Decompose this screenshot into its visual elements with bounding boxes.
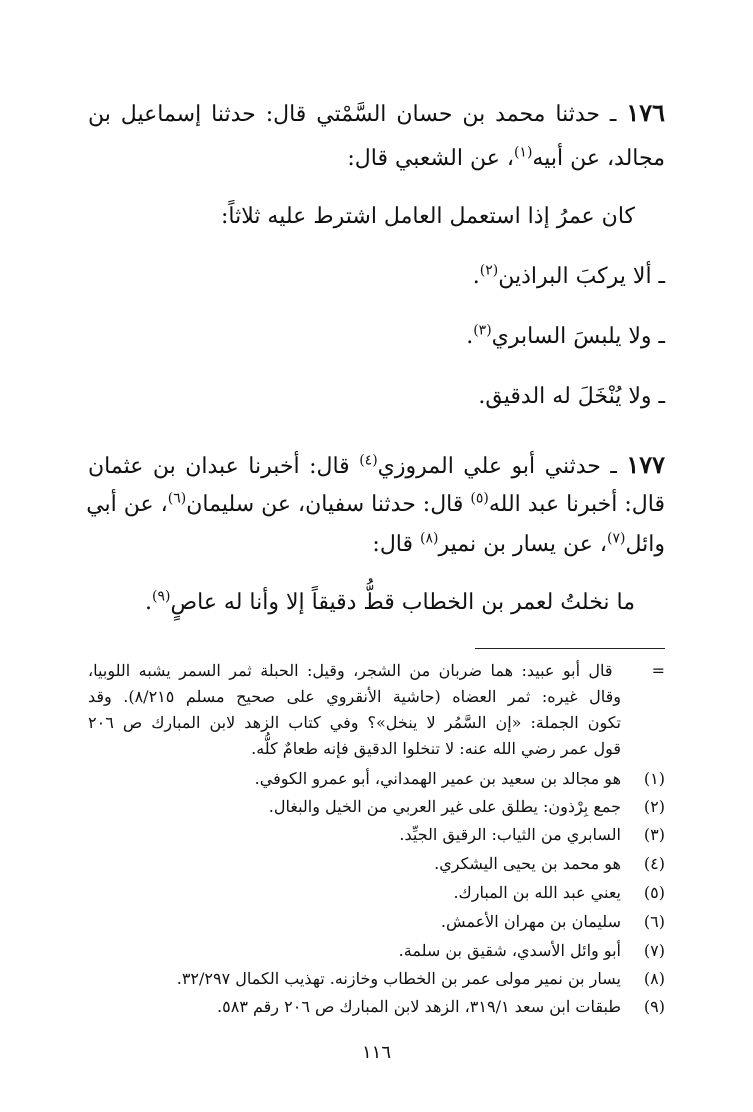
footnote-continued-line-2 — [88, 686, 621, 708]
footnote-continued-line-4 — [251, 738, 621, 760]
entry-text: ـ حدثني أبو علي المروزي — [377, 454, 617, 479]
footnote-mark: (٤) — [643, 854, 665, 873]
footnote-mark: (٣) — [643, 825, 665, 844]
entry-text: قال: حدثنا سفيان، عن سليمان — [186, 492, 471, 517]
footnote-text: أبو وائل الأسدي، شقيق بن سلمة. — [398, 941, 621, 960]
footnote-item-1 — [255, 768, 665, 790]
entry-177-line-4 — [145, 588, 635, 618]
footnote-ref[interactable]: (٧) — [607, 530, 626, 547]
entry-number: ١٧٦ — [626, 98, 665, 127]
entry-text: ـ ولا يلبسَ السابري — [491, 324, 665, 349]
entry-176-line-4 — [473, 262, 665, 292]
footnote-mark: (٧) — [643, 941, 665, 960]
entry-text: . — [472, 264, 480, 289]
page-number: ١١٦ — [361, 1042, 391, 1063]
footnote-ref[interactable]: (٥) — [470, 490, 489, 507]
footnote-mark: (١) — [643, 769, 665, 788]
entry-text: وائل — [625, 532, 665, 557]
entry-text: ، عن أبي — [86, 492, 168, 517]
footnote-ref[interactable]: (٣) — [473, 322, 492, 339]
footnote-mark: (٢) — [643, 797, 665, 816]
entry-177-line-2 — [88, 490, 665, 520]
entry-176-line-1 — [88, 98, 665, 130]
footnote-text: وقال غيره: ثمر العضاه (حاشية الأنقروي على صحيح مسلم ٨/٢١٥). وقد — [88, 687, 622, 706]
footnote-ref[interactable]: (١) — [513, 144, 533, 161]
entry-text: ـ حدثنا محمد بن حسان السَّمْتي قال: حدثنا إسماعيل بن — [88, 102, 617, 127]
entry-176-line-6 — [478, 382, 665, 412]
entry-number: ١٧٧ — [626, 450, 665, 479]
footnote-text: تكون الجملة: «إن السَّمُر لا ينخل»؟ وفي كتاب الزهد لابن المبارك ص ٢٠٦ — [88, 713, 621, 732]
entry-176-line-5 — [466, 322, 665, 352]
footnote-mark: (٨) — [643, 969, 665, 988]
footnote-mark: (٦) — [643, 912, 665, 931]
footnote-continued-mark: = — [651, 661, 666, 680]
footnote-ref[interactable]: (٤) — [359, 452, 378, 469]
entry-text: كان عمرُ إذا استعمل العامل اشترط عليه ثلاثاً: — [220, 204, 635, 229]
footnote-ref[interactable]: (٩) — [152, 588, 171, 605]
footnote-item-2 — [269, 796, 665, 818]
footnote-text: طبقات ابن سعد ٣١٩/١، الزهد لابن المبارك ص ٢٠٦ رقم ٥٨٣. — [217, 997, 621, 1016]
footnote-text: يسار بن نمير مولى عمر بن الخطاب وخازنه. تهذيب الكمال ٣٢/٢٩٧. — [176, 969, 621, 988]
footnote-text: قال أبو عبيد: هما ضربان من الشجر، وقيل: الحبلة ثمر السمر يشبه اللوبيا، — [88, 661, 613, 680]
entry-text: ، عن الشعبي قال: — [347, 146, 514, 171]
entry-text: مجالد، عن أبيه — [532, 146, 665, 171]
footnote-item-6 — [441, 911, 665, 933]
footnote-mark: (٩) — [643, 997, 665, 1016]
entry-text: . — [145, 590, 153, 615]
footnote-ref[interactable]: (٦) — [167, 490, 187, 507]
footnote-item-9 — [217, 996, 665, 1018]
footnote-text: سليمان بن مهران الأعمش. — [440, 912, 621, 931]
footnote-mark: (٥) — [643, 883, 665, 902]
footnote-text: قول عمر رضي الله عنه: لا تنخلوا الدقيق فإنه طعامٌ كلُّه. — [251, 739, 621, 758]
footnote-item-8 — [177, 968, 665, 990]
footnote-item-3 — [399, 824, 665, 846]
footnote-ref[interactable]: (٨) — [420, 530, 439, 547]
entry-text: . — [466, 324, 474, 349]
entry-text: ، عن يسار بن نمير — [438, 532, 607, 557]
footnote-item-7 — [399, 940, 665, 962]
entry-text: قال: أخبرنا عبد الله — [488, 492, 665, 517]
footnote-ref[interactable]: (٢) — [479, 262, 499, 279]
footnote-text: هو مجالد بن سعيد بن عمير الهمداني، أبو عمرو الكوفي. — [254, 769, 621, 788]
entry-177-line-1 — [88, 450, 665, 482]
entry-text: ـ ألا يركبَ البراذين — [498, 264, 665, 289]
footnote-item-5 — [453, 882, 665, 904]
footnote-text: يعني عبد الله بن المبارك. — [453, 883, 621, 902]
entry-176-line-2 — [347, 144, 665, 174]
entry-text: ما نخلتُ لعمر بن الخطاب قطُّ دقيقاً إلا وأنا له عاصٍ — [170, 590, 635, 615]
entry-177-line-3 — [372, 530, 665, 560]
entry-text: قال: أخبرنا عبدان بن عثمان — [88, 454, 360, 479]
entry-text: قال: — [372, 532, 421, 557]
footnote-text: هو محمد بن يحيى اليشكري. — [434, 854, 621, 873]
footnote-continued-line-1 — [88, 660, 665, 682]
footnote-continued-line-3 — [88, 712, 621, 734]
entry-176-line-3 — [221, 202, 635, 232]
footnote-text: السابري من الثياب: الرقيق الجيِّد. — [399, 825, 621, 844]
footnote-separator — [475, 648, 665, 649]
footnote-item-4 — [434, 853, 665, 875]
footnote-text: جمع بِرْذون: يطلق على غير العربي من الخيل والبغال. — [268, 797, 621, 816]
entry-text: ـ ولا يُنْخَلَ له الدقيق. — [478, 384, 665, 409]
